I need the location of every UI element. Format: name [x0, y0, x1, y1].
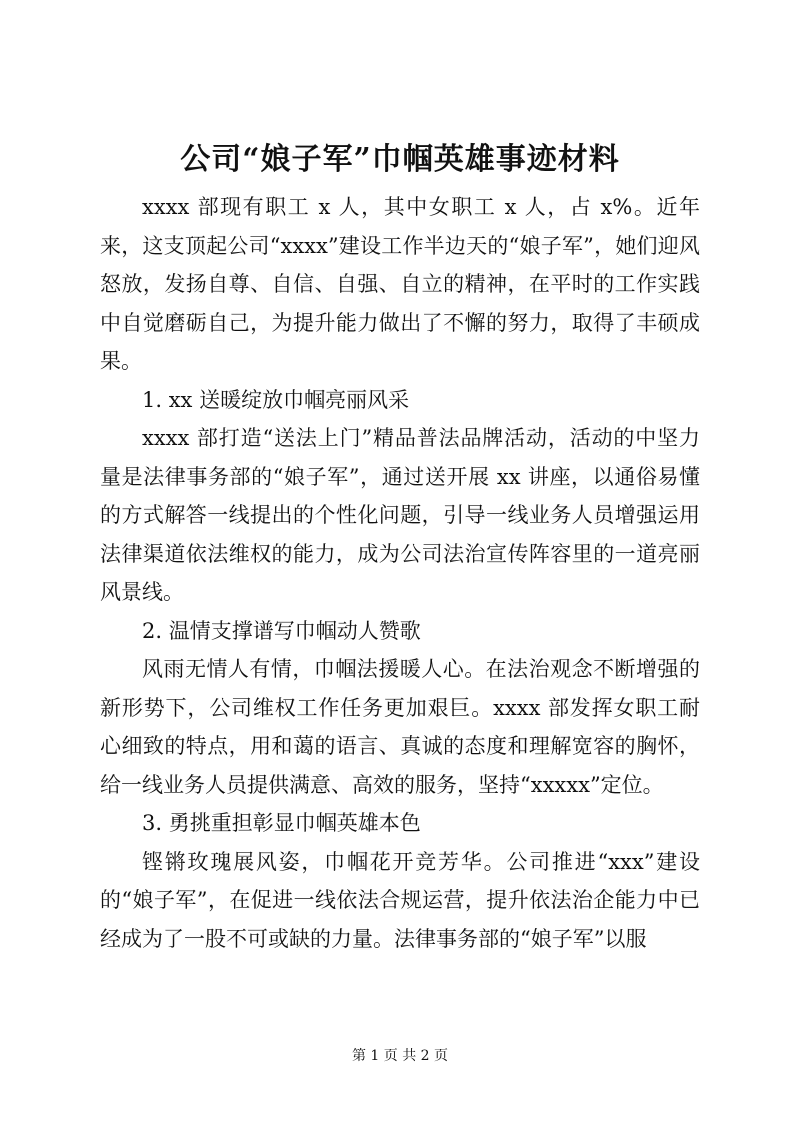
page-number-footer: 第 1 页 共 2 页 [351, 1048, 449, 1064]
paragraph-intro: xxxx 部现有职工 x 人，其中女职工 x 人，占 x%。近年来，这支顶起公司“xxxx”建设工作半边天的“娘子军”，她们迎风怒放，发扬自尊、自信、自强、自立的精神，在平时的工作实践中自觉磨砺自己，为提升能力做出了不懈的努力，取得了丰硕成果。 [100, 195, 700, 373]
section-heading-3: 3. 勇挑重担彰显巾帼英雄本色 [142, 811, 421, 835]
paragraph-section-2: 风雨无情人有情，巾帼法援暖人心。在法治观念不断增强的新形势下，公司维权工作任务更加艰巨。xxxx 部发挥女职工耐心细致的特点，用和蔼的语言、真诚的态度和理解宽容的胸怀，给一线业务人员提供满意、高效的服务，坚持“xxxxx”定位。 [100, 657, 700, 797]
section-heading-1: 1. xx 送暖绽放巾帼亮丽风采 [142, 387, 410, 412]
paragraph-section-3: 铿锵玫瑰展风姿，巾帼花开竞芳华。公司推进“xxx”建设的“娘子军”，在促进一线依法合规运营，提升依法治企能力中已经成为了一股不可或缺的力量。法律事务部的“娘子军”以服 [100, 849, 700, 951]
paragraph-section-1: xxxx 部打造“送法上门”精品普法品牌活动，活动的中坚力量是法律事务部的“娘子军”，通过送开展 xx 讲座，以通俗易懂的方式解答一线提出的个性化问题，引导一线业务人员增强运用法律渠道依法维权的能力，成为公司法治宣传阵容里的一道亮丽风景线。 [100, 426, 700, 604]
document-body [100, 188, 700, 958]
document-title: 公司“娘子军”巾帼英雄事迹材料 [180, 142, 620, 177]
section-heading-2: 2. 温情支撑谱写巾帼动人赞歌 [142, 618, 421, 643]
